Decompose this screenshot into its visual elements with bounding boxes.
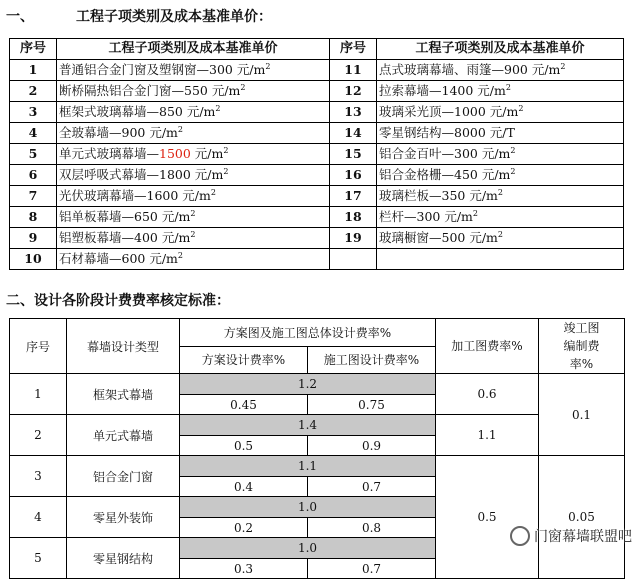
row-no-right: 12 [330, 81, 377, 102]
item-left [57, 228, 330, 249]
item-right [377, 165, 624, 186]
header-item-left: 工程子项类别及成本基准单价 [57, 39, 330, 60]
item-text: 玻璃栏板—350 元/m [379, 188, 498, 203]
header-no: 序号 [10, 319, 67, 374]
item-text: 元/m [190, 146, 224, 161]
item-text: 单元式玻璃幕墙— [59, 146, 160, 161]
table2-header-row1 [10, 319, 625, 347]
watermark [510, 526, 632, 546]
item-right [377, 186, 624, 207]
item-left [57, 186, 330, 207]
section1-title: 工程子项类别及成本基准单价： [76, 9, 272, 25]
header-item-right: 工程子项类别及成本基准单价 [377, 39, 624, 60]
item-right [377, 123, 624, 144]
row-total-rate: 1.0 [180, 497, 436, 518]
item-left [57, 81, 330, 102]
section1-number: 一、 [6, 9, 34, 25]
item-unit-superscript: 2 [265, 61, 271, 71]
item-left [57, 123, 330, 144]
row-total-rate: 1.4 [180, 415, 436, 436]
item-unit-superscript: 2 [190, 208, 196, 218]
table-row [10, 123, 624, 144]
item-unit-superscript: 2 [177, 250, 183, 260]
item-text: 铝合金格栅—450 元/m [379, 167, 511, 182]
item-unit-superscript: 2 [210, 187, 216, 197]
table-row [10, 165, 624, 186]
item-unit-superscript: 2 [177, 124, 183, 134]
row-no: 1 [10, 374, 67, 415]
row-construction-rate: 0.7 [308, 477, 436, 497]
row-scheme-rate: 0.2 [180, 518, 308, 538]
header-no-right: 序号 [330, 39, 377, 60]
row-total-rate: 1.0 [180, 538, 436, 559]
row-no: 5 [10, 538, 67, 579]
row-no-left: 3 [10, 102, 57, 123]
asbuilt-rate-1: 0.1 [539, 374, 625, 456]
item-unit-superscript: 2 [510, 145, 516, 155]
row-type: 单元式幕墙 [67, 415, 180, 456]
header-asbuilt: 竣工图编制费率% [539, 319, 625, 374]
row-no-left: 1 [10, 60, 57, 81]
table-row [10, 186, 624, 207]
item-unit-superscript: 2 [505, 82, 511, 92]
item-left [57, 165, 330, 186]
item-unit-superscript: 2 [472, 208, 478, 218]
table2-row-3a [10, 456, 625, 477]
item-right [377, 60, 624, 81]
row-construction-rate: 0.75 [308, 395, 436, 415]
section2-heading: 二、设计各阶段计费费率核定标准： [6, 293, 230, 309]
row-no-right [330, 249, 377, 270]
row-no-left: 5 [10, 144, 57, 165]
item-text: 玻璃采光顶—1000 元/m [379, 104, 519, 119]
row-no-right: 19 [330, 228, 377, 249]
item-unit-superscript: 2 [560, 61, 566, 71]
item-left [57, 60, 330, 81]
row-no-left: 9 [10, 228, 57, 249]
table-row [10, 144, 624, 165]
row-no-right: 13 [330, 102, 377, 123]
header-type: 幕墙设计类型 [67, 319, 180, 374]
item-unit-superscript: 2 [240, 82, 246, 92]
header-construction-rate: 施工图设计费率% [308, 346, 436, 374]
item-text: 点式玻璃幕墙、雨篷—900 元/m [379, 62, 561, 77]
row-no-right: 11 [330, 60, 377, 81]
row-no-left: 10 [10, 249, 57, 270]
row-scheme-rate: 0.45 [180, 395, 308, 415]
header-scheme-rate: 方案设计费率% [180, 346, 308, 374]
table1-body [10, 60, 624, 270]
table2-row-2a [10, 415, 625, 436]
item-left [57, 207, 330, 228]
table-row [10, 228, 624, 249]
item-unit-superscript: 2 [215, 103, 221, 113]
row-type: 零星外装饰 [67, 497, 180, 538]
row-type: 零星钢结构 [67, 538, 180, 579]
row-no-left: 2 [10, 81, 57, 102]
row-scheme-rate: 0.3 [180, 559, 308, 579]
processing-rate-2: 1.1 [436, 415, 539, 456]
row-construction-rate: 0.8 [308, 518, 436, 538]
table-row [10, 207, 624, 228]
row-type: 铝合金门窗 [67, 456, 180, 497]
table-row [10, 81, 624, 102]
row-total-rate: 1.1 [180, 456, 436, 477]
item-text: 普通铝合金门窗及塑钢窗—300 元/m [59, 62, 266, 77]
item-right [377, 228, 624, 249]
section1-heading [6, 6, 272, 26]
table-row [10, 60, 624, 81]
item-text: 石材幕墙—600 元/m [59, 251, 178, 266]
item-right [377, 249, 624, 270]
header-total-rate: 方案图及施工图总体设计费率% [180, 319, 436, 347]
row-total-rate: 1.2 [180, 374, 436, 395]
row-no: 3 [10, 456, 67, 497]
item-unit-superscript: 2 [497, 229, 503, 239]
table-row [10, 102, 624, 123]
row-scheme-rate: 0.4 [180, 477, 308, 497]
item-text: 拉索幕墙—1400 元/m [379, 83, 506, 98]
row-no: 4 [10, 497, 67, 538]
row-scheme-rate: 0.5 [180, 436, 308, 456]
row-no-right: 17 [330, 186, 377, 207]
item-unit-superscript: 2 [223, 166, 229, 176]
item-text: 光伏玻璃幕墙—1600 元/m [59, 188, 211, 203]
header-processing: 加工图费率% [436, 319, 539, 374]
item-text: 玻璃橱窗—500 元/m [379, 230, 498, 245]
item-unit-superscript: 2 [510, 166, 516, 176]
item-left [57, 102, 330, 123]
row-no-left: 8 [10, 207, 57, 228]
row-no-right: 14 [330, 123, 377, 144]
row-no-right: 18 [330, 207, 377, 228]
item-highlight-value: 1500 [159, 146, 191, 161]
item-unit-superscript: 2 [497, 187, 503, 197]
table2-row-1a [10, 374, 625, 395]
processing-rate-1: 0.6 [436, 374, 539, 415]
item-text: 双层呼吸式幕墙—1800 元/m [59, 167, 224, 182]
row-no-left: 7 [10, 186, 57, 207]
row-no-left: 6 [10, 165, 57, 186]
item-unit-superscript: 2 [518, 103, 524, 113]
table-row [10, 249, 624, 270]
item-unit-superscript: 2 [190, 229, 196, 239]
item-left [57, 144, 330, 165]
row-no: 2 [10, 415, 67, 456]
item-left [57, 249, 330, 270]
row-construction-rate: 0.7 [308, 559, 436, 579]
unit-price-table [9, 38, 624, 270]
item-text: 栏杆—300 元/m [379, 209, 473, 224]
row-type: 框架式幕墙 [67, 374, 180, 415]
header-no-left: 序号 [10, 39, 57, 60]
table1-header-row [10, 39, 624, 60]
item-right [377, 144, 624, 165]
item-text: 全玻幕墙—900 元/m [59, 125, 178, 140]
row-no-left: 4 [10, 123, 57, 144]
processing-rate-3: 0.5 [436, 456, 539, 579]
item-text: 铝合金百叶—300 元/m [379, 146, 511, 161]
item-text: 铝单板幕墙—650 元/m [59, 209, 191, 224]
item-right [377, 81, 624, 102]
chat-bubble-icon [510, 526, 530, 546]
item-text: 框架式玻璃幕墙—850 元/m [59, 104, 216, 119]
row-construction-rate: 0.9 [308, 436, 436, 456]
watermark-text: 门窗幕墙联盟吧 [534, 529, 632, 545]
asbuilt-rate-2: 0.05 [539, 456, 625, 579]
item-right [377, 207, 624, 228]
item-right [377, 102, 624, 123]
item-text: 零星钢结构—8000 元/T [379, 125, 515, 140]
row-no-right: 16 [330, 165, 377, 186]
item-text: 断桥隔热铝合金门窗—550 元/m [59, 83, 241, 98]
item-text: 铝塑板幕墙—400 元/m [59, 230, 191, 245]
row-no-right: 15 [330, 144, 377, 165]
item-unit-superscript: 2 [223, 145, 229, 155]
